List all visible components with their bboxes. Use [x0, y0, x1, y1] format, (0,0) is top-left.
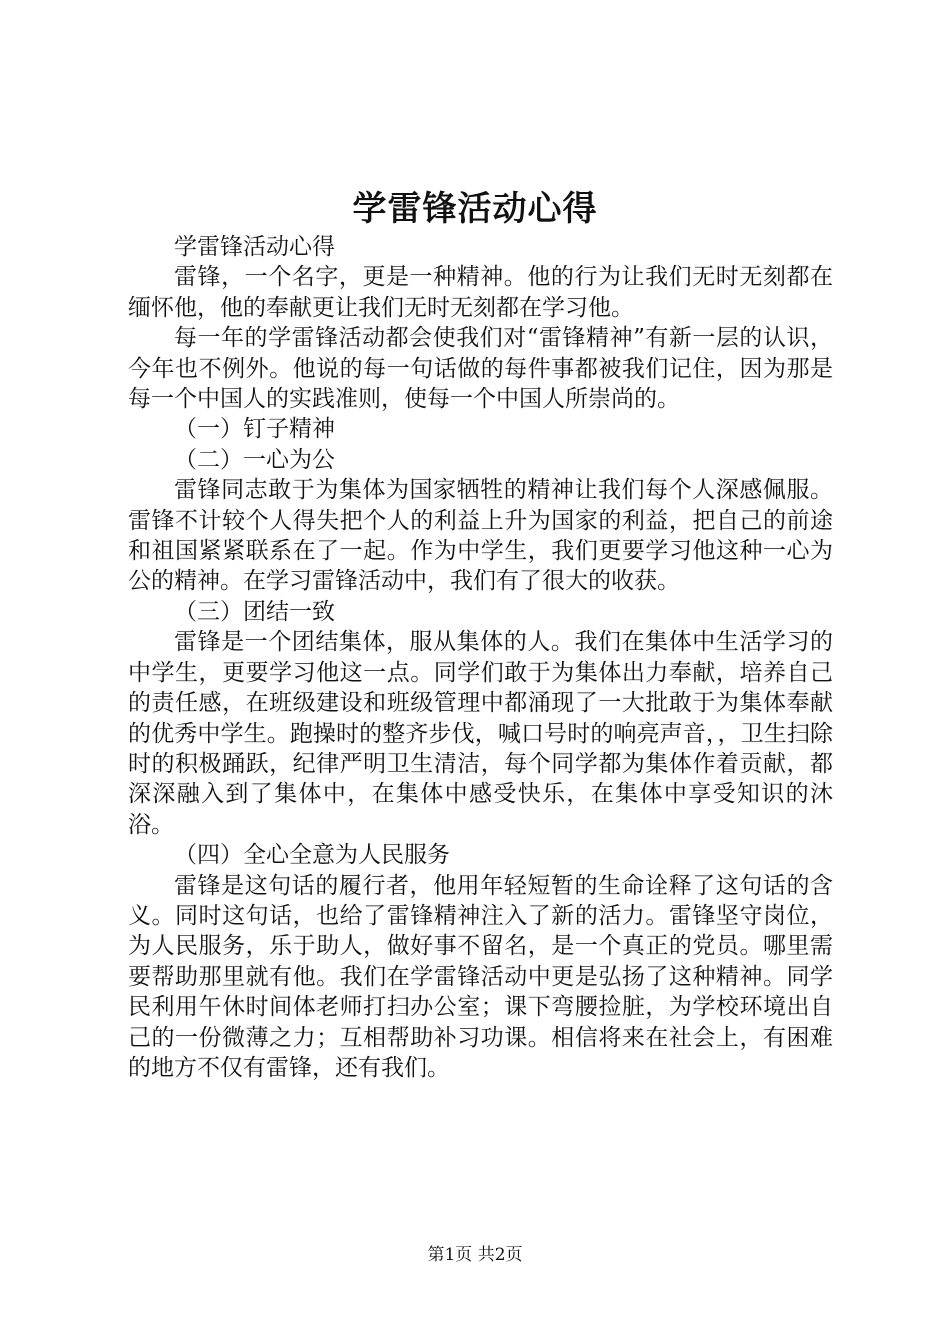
paragraph-subtitle: 学雷锋活动心得	[174, 234, 335, 260]
section-heading-2: （二）一心为公	[174, 446, 335, 473]
paragraph-selfless: 雷锋同志敢于为集体为国家牺牲的精神让我们每个人深感佩服。雷锋不计较个人得失把个人的利益上升为国家的利益，把自己的前途和祖国紧紧联系在了一起。作为中学生，我们更要学习他这种一心为公的精神。在学习雷锋活动中，我们有了很大的收获。	[128, 477, 833, 595]
paragraph-annual-activity: 每一年的学雷锋活动都会使我们对“雷锋精神”有新一层的认识，今年也不例外。他说的每一句话做的每件事都被我们记住，因为那是每一个中国人的实践准则，使每一个中国人所崇尚的。	[128, 325, 833, 413]
section-heading-3: （三）团结一致	[174, 598, 335, 625]
paragraph-unity: 雷锋是一个团结集体，服从集体的人。我们在集体中生活学习的中学生，更要学习他这一点。同学们敢于为集体出力奉献，培养自己的责任感，在班级建设和班级管理中都涌现了一大批敢于为集体奉献的优秀中学生。跑操时的整齐步伐，喊口号时的响亮声音，，卫生扫除时的积极踊跃，纪律严明卫生清洁，每个同学都为集体作着贡献，都深深融入到了集体中，在集体中感受快乐，在集体中享受知识的沐浴。	[128, 629, 833, 838]
document-body	[128, 232, 833, 1083]
paragraph-serve-people: 雷锋是这句话的履行者，他用年轻短暂的生命诠释了这句话的含义。同时这句话，也给了雷锋精神注入了新的活力。雷锋坚守岗位，为人民服务，乐于助人，做好事不留名，是一个真正的党员。哪里需要帮助那里就有他。我们在学雷锋活动中更是弘扬了这种精神。同学民利用午休时间体老师打扫办公室；课下弯腰捡脏，为学校环境出自己的一份微薄之力；互相帮助补习功课。相信将来在社会上，有困难的地方不仅有雷锋，还有我们。	[128, 872, 833, 1081]
section-heading-4: （四）全心全意为人民服务	[174, 842, 450, 869]
paragraph-intro: 雷锋，一个名字，更是一种精神。他的行为让我们无时无刻都在缅怀他，他的奉献更让我们无时无刻都在学习他。	[128, 264, 833, 321]
section-heading-1: （一）钉子精神	[174, 416, 335, 443]
page-number: 第1页 共2页	[427, 1245, 523, 1265]
document-title: 学雷锋活动心得	[352, 189, 598, 229]
